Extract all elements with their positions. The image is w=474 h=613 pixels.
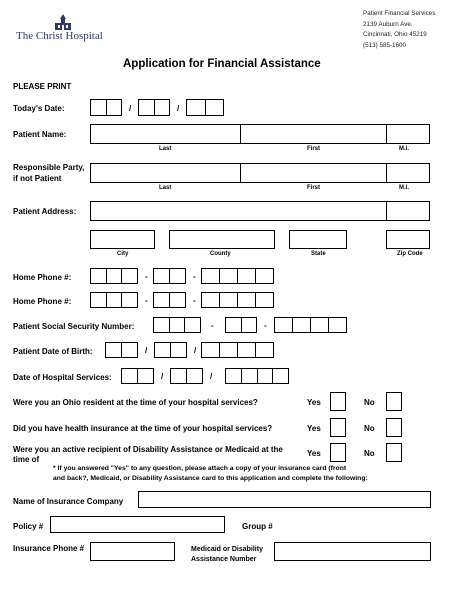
disability-question <box>13 445 283 465</box>
patient-first-name-input[interactable] <box>240 124 387 144</box>
state-input[interactable] <box>289 230 347 249</box>
city-sublabel: City <box>117 251 129 257</box>
ohio-no-label: No <box>364 398 375 407</box>
home-phone-line-input[interactable] <box>201 268 274 284</box>
insurance-yes-label: Yes <box>307 424 321 433</box>
home-phone-2-area-code-input[interactable] <box>90 292 138 308</box>
home-phone-2-prefix-input[interactable] <box>153 292 186 308</box>
todays-date-month-input[interactable] <box>90 99 122 116</box>
last-sublabel: Last <box>159 146 172 152</box>
responsible-first-name-input[interactable] <box>240 163 387 183</box>
mi-sublabel: M.I. <box>399 146 409 152</box>
dob-year-input[interactable] <box>201 342 274 358</box>
responsible-party-line: Responsible Party, <box>13 163 85 172</box>
ohio-resident-question: Were you an Ohio resident at the time of your hospital services? <box>13 398 258 407</box>
phone-dash: - <box>145 296 148 305</box>
ssn-label: Patient Social Security Number: <box>13 322 135 331</box>
hospital-address <box>363 9 435 51</box>
services-day-input[interactable] <box>170 368 203 384</box>
home-phone-prefix-input[interactable] <box>153 268 186 284</box>
insurance-no-label: No <box>364 424 375 433</box>
date-separator: / <box>210 372 213 381</box>
policy-label: Policy # <box>13 522 44 531</box>
home-phone-label: Home Phone #: <box>13 273 72 282</box>
insurance-yes-checkbox[interactable] <box>330 418 346 437</box>
disability-question-line: time of <box>13 455 40 464</box>
logo-text: The Christ Hospital <box>16 30 103 42</box>
responsible-mi-input[interactable] <box>386 163 430 183</box>
patient-last-name-input[interactable] <box>90 124 241 144</box>
insurance-company-input[interactable] <box>138 491 431 508</box>
address-line: (513) 585-1600 <box>363 41 407 49</box>
street-address-input[interactable] <box>90 201 387 221</box>
phone-dash: - <box>193 296 196 305</box>
todays-date-year-input[interactable] <box>186 99 224 116</box>
city-input[interactable] <box>90 230 155 249</box>
todays-date-day-input[interactable] <box>138 99 170 116</box>
county-sublabel: County <box>210 251 231 257</box>
medicaid-number-label-line: Assistance Number <box>191 556 257 563</box>
group-label: Group # <box>242 522 273 531</box>
zip-code-input[interactable] <box>386 230 430 249</box>
responsible-party-line: if not Patient <box>13 174 62 183</box>
home-phone-2-line-input[interactable] <box>201 292 274 308</box>
ssn-middle-input[interactable] <box>225 317 257 333</box>
date-separator: / <box>194 346 197 355</box>
insurance-phone-label: Insurance Phone # <box>13 544 85 553</box>
attachment-note <box>53 464 368 483</box>
first-sublabel: First <box>307 146 321 152</box>
ohio-yes-checkbox[interactable] <box>330 392 346 411</box>
responsible-party-label <box>13 162 84 184</box>
disability-no-checkbox[interactable] <box>386 443 402 462</box>
date-separator: / <box>177 104 180 113</box>
first-sublabel: First <box>307 185 321 191</box>
disability-no-label: No <box>364 449 375 458</box>
services-year-input[interactable] <box>225 368 289 384</box>
date-separator: / <box>145 346 148 355</box>
patient-name-label: Patient Name: <box>13 130 67 139</box>
insurance-company-label: Name of Insurance Company <box>13 497 124 506</box>
ssn-dash: - <box>211 321 214 330</box>
disability-question-line: Were you an active recipient of Disability Assistance or Medicaid at the <box>13 445 283 454</box>
services-month-input[interactable] <box>121 368 154 384</box>
dob-label: Patient Date of Birth: <box>13 347 93 356</box>
patient-address-label: Patient Address: <box>13 207 77 216</box>
responsible-last-name-input[interactable] <box>90 163 241 183</box>
ohio-yes-label: Yes <box>307 398 321 407</box>
ohio-no-checkbox[interactable] <box>386 392 402 411</box>
todays-date-label: Today's Date: <box>13 104 65 113</box>
dob-day-input[interactable] <box>154 342 187 358</box>
county-input[interactable] <box>169 230 275 249</box>
medicaid-number-label <box>191 545 263 565</box>
street-address-extra-input[interactable] <box>386 201 430 221</box>
home-phone-area-code-input[interactable] <box>90 268 138 284</box>
patient-mi-input[interactable] <box>386 124 430 144</box>
disability-yes-label: Yes <box>307 449 321 458</box>
home-phone-label: Home Phone #: <box>13 297 72 306</box>
mi-sublabel: M.I. <box>399 185 409 191</box>
last-sublabel: Last <box>159 185 172 191</box>
address-line: 2139 Auburn Ave. <box>363 20 413 28</box>
disability-yes-checkbox[interactable] <box>330 443 346 462</box>
form-title: Application for Financial Assistance <box>123 58 321 70</box>
medicaid-number-label-line: Medicaid or Disability <box>191 546 263 553</box>
ssn-first-input[interactable] <box>153 317 201 333</box>
hospital-services-date-label: Date of Hospital Services: <box>13 373 112 382</box>
insurance-question: Did you have health insurance at the time of your hospital services? <box>13 424 273 433</box>
zip-code-sublabel: Zip Code <box>397 251 423 257</box>
please-print-label: PLEASE PRINT <box>13 82 72 91</box>
dob-month-input[interactable] <box>105 342 138 358</box>
medicaid-number-input[interactable] <box>274 542 431 561</box>
ssn-last-input[interactable] <box>274 317 347 333</box>
attachment-note-line: * If you answered "Yes" to any question, please attach a copy of your insurance card (front <box>53 465 347 472</box>
date-separator: / <box>161 372 164 381</box>
hospital-logo <box>14 14 114 44</box>
date-separator: / <box>129 104 132 113</box>
ssn-dash: - <box>264 321 267 330</box>
phone-dash: - <box>193 272 196 281</box>
insurance-phone-input[interactable] <box>90 542 175 561</box>
address-line: Patient Financial Services <box>363 10 436 17</box>
policy-input[interactable] <box>50 516 225 533</box>
phone-dash: - <box>145 272 148 281</box>
state-sublabel: State <box>311 251 326 257</box>
address-line: Cincinnati, Ohio 45219 <box>363 31 427 38</box>
attachment-note-line: and back?, Medicaid, or Disability Assistance card to this application and complete the following: <box>53 474 368 482</box>
insurance-no-checkbox[interactable] <box>386 418 402 437</box>
